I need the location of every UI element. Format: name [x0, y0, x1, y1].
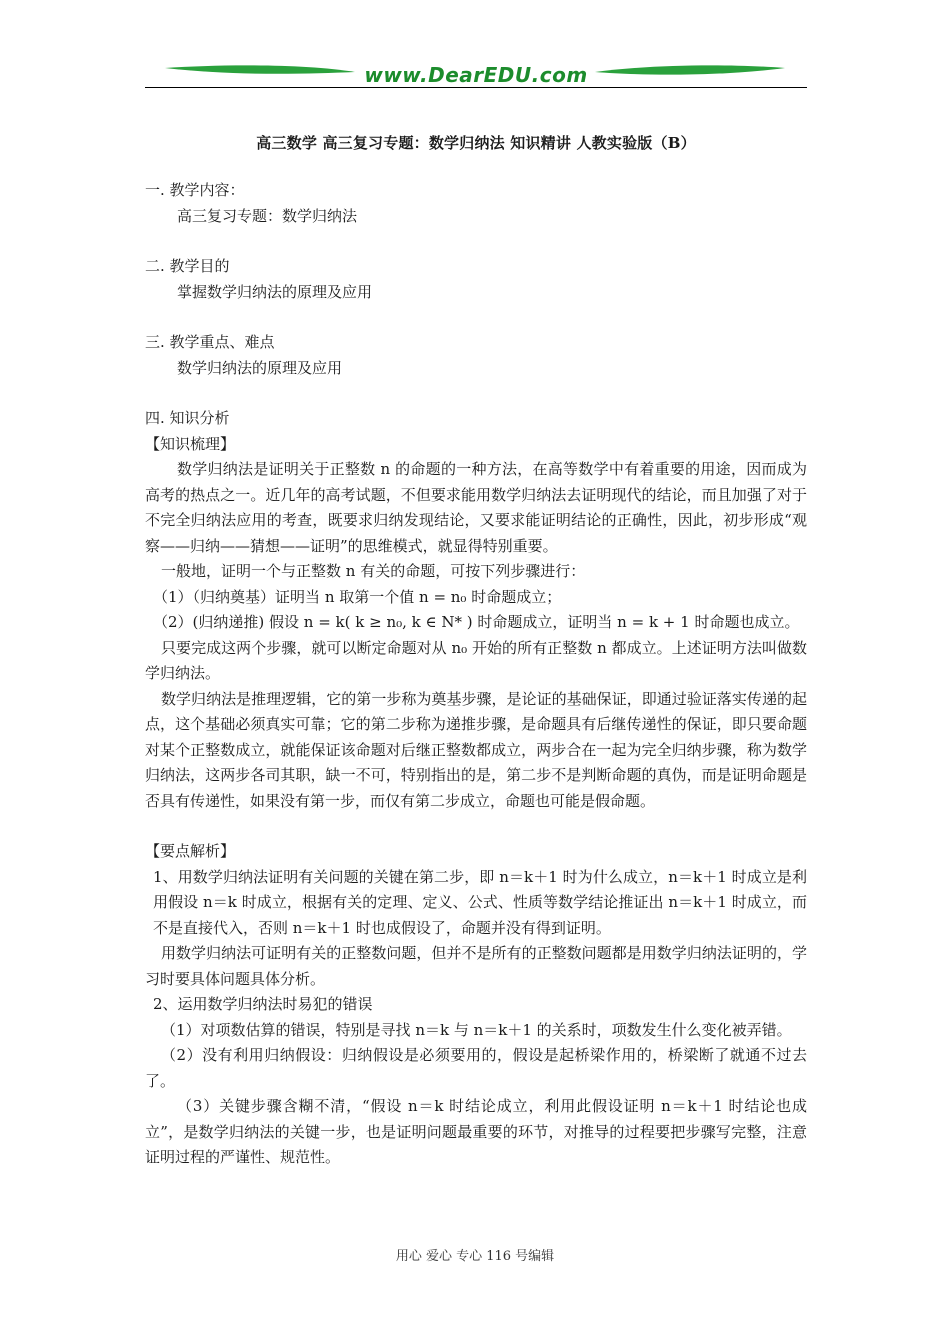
document-title: 高三数学 高三复习专题：数学归纳法 知识精讲 人教实验版（B）: [256, 134, 696, 152]
section-body-2: 掌握数学归纳法的原理及应用: [177, 282, 373, 301]
section-heading-1: 一. 教学内容：: [145, 181, 245, 199]
point-2-2: （2）没有利用归纳假设：归纳假设是必须要用的，假设是起桥梁作用的，桥梁断了就通不过去了。: [145, 1046, 807, 1090]
section-body-3: 数学归纳法的原理及应用: [177, 358, 343, 377]
paragraph-3: 只要完成这两个步骤，就可以断定命题对从 n₀ 开始的所有正整数 n 都成立。上述证明方法叫做数学归纳法。: [145, 638, 807, 682]
step-2: （2）(归纳递推) 假设 n = k( k ≥ n₀, k ∈ N* ) 时命题成立，证明当 n = k + 1 时命题也成立。: [153, 613, 800, 631]
point-1: 1、用数学归纳法证明有关问题的关键在第二步，即 n＝k＋1 时为什么成立，n＝k＋1 时成立是利用假设 n＝k 时成立，根据有关的定理、定义、公式、性质等数学结论推证出 n＝k＋1 时成立，而不是直接代入，否则 n＝k＋1 时也成假设了，命题并没有得到证明。: [153, 867, 807, 937]
section-heading-4: 四. 知识分析: [145, 409, 230, 427]
paragraph-1: 数学归纳法是证明关于正整数 n 的命题的一种方法，在高等数学中有着重要的用途，因而成为高考的热点之一。近几年的高考试题，不但要求能用数学归纳法去证明现代的结论，而且加强了对于不完全归纳法应用的考查，既要求归纳发现结论，又要求能证明结论的正确性，因此，初步形成“观察——归纳——猜想——证明”的思维模式，就显得特别重要。: [145, 460, 807, 555]
point-2-3: （3）关键步骤含糊不清，“假设 n＝k 时结论成立，利用此假设证明 n＝k＋1 时结论也成立”，是数学归纳法的关键一步，也是证明问题最重要的环节，对推导的过程要把步骤写完整，注意证明过程的严谨性、规范性。: [145, 1097, 807, 1166]
header-rule: [145, 87, 807, 88]
page-footer: 用心 爱心 专心 116 号编辑: [395, 1249, 555, 1264]
point-1b: 用数学归纳法可证明有关的正整数问题，但并不是所有的正整数问题都是用数学归纳法证明的，学习时要具体问题具体分析。: [145, 944, 807, 988]
point-2: 2、运用数学归纳法时易犯的错误: [153, 995, 373, 1013]
paragraph-4: 数学归纳法是推理逻辑，它的第一步称为奠基步骤，是论证的基础保证，即通过验证落实传递的起点，这个基础必须真实可靠；它的第二步称为递推步骤，是命题具有后继传递性的保证，即只要命题对某个正整数成立，就能保证该命题对后继正整数都成立，两步合在一起为完全归纳步骤，称为数学归纳法，这两步各司其职，缺一不可，特别指出的是，第二步不是判断命题的真伪，而是证明命题是否具有传递性，如果没有第一步，而仅有第二步成立，命题也可能是假命题。: [145, 689, 807, 810]
document-body: [145, 178, 807, 1171]
paragraph-2: 一般地，证明一个与正整数 n 有关的命题，可按下列步骤进行：: [161, 562, 586, 580]
section-heading-2: 二. 教学目的: [145, 257, 230, 275]
section-body-1: 高三复习专题：数学归纳法: [177, 206, 358, 225]
step-1: （1）（归纳奠基）证明当 n 取第一个值 n = n₀ 时命题成立；: [153, 587, 562, 606]
point-2-1: （1）对项数估算的错误，特别是寻找 n＝k 与 n＝k＋1 的关系时，项数发生什么变化被弄错。: [161, 1020, 792, 1039]
section-heading-3: 三. 教学重点、难点: [145, 333, 275, 351]
site-header-logo: [145, 60, 807, 94]
knowledge-tag: 【知识梳理】: [145, 434, 236, 453]
points-tag: 【要点解析】: [145, 842, 236, 860]
logo-text: www.DearEDU.com: [364, 63, 588, 87]
